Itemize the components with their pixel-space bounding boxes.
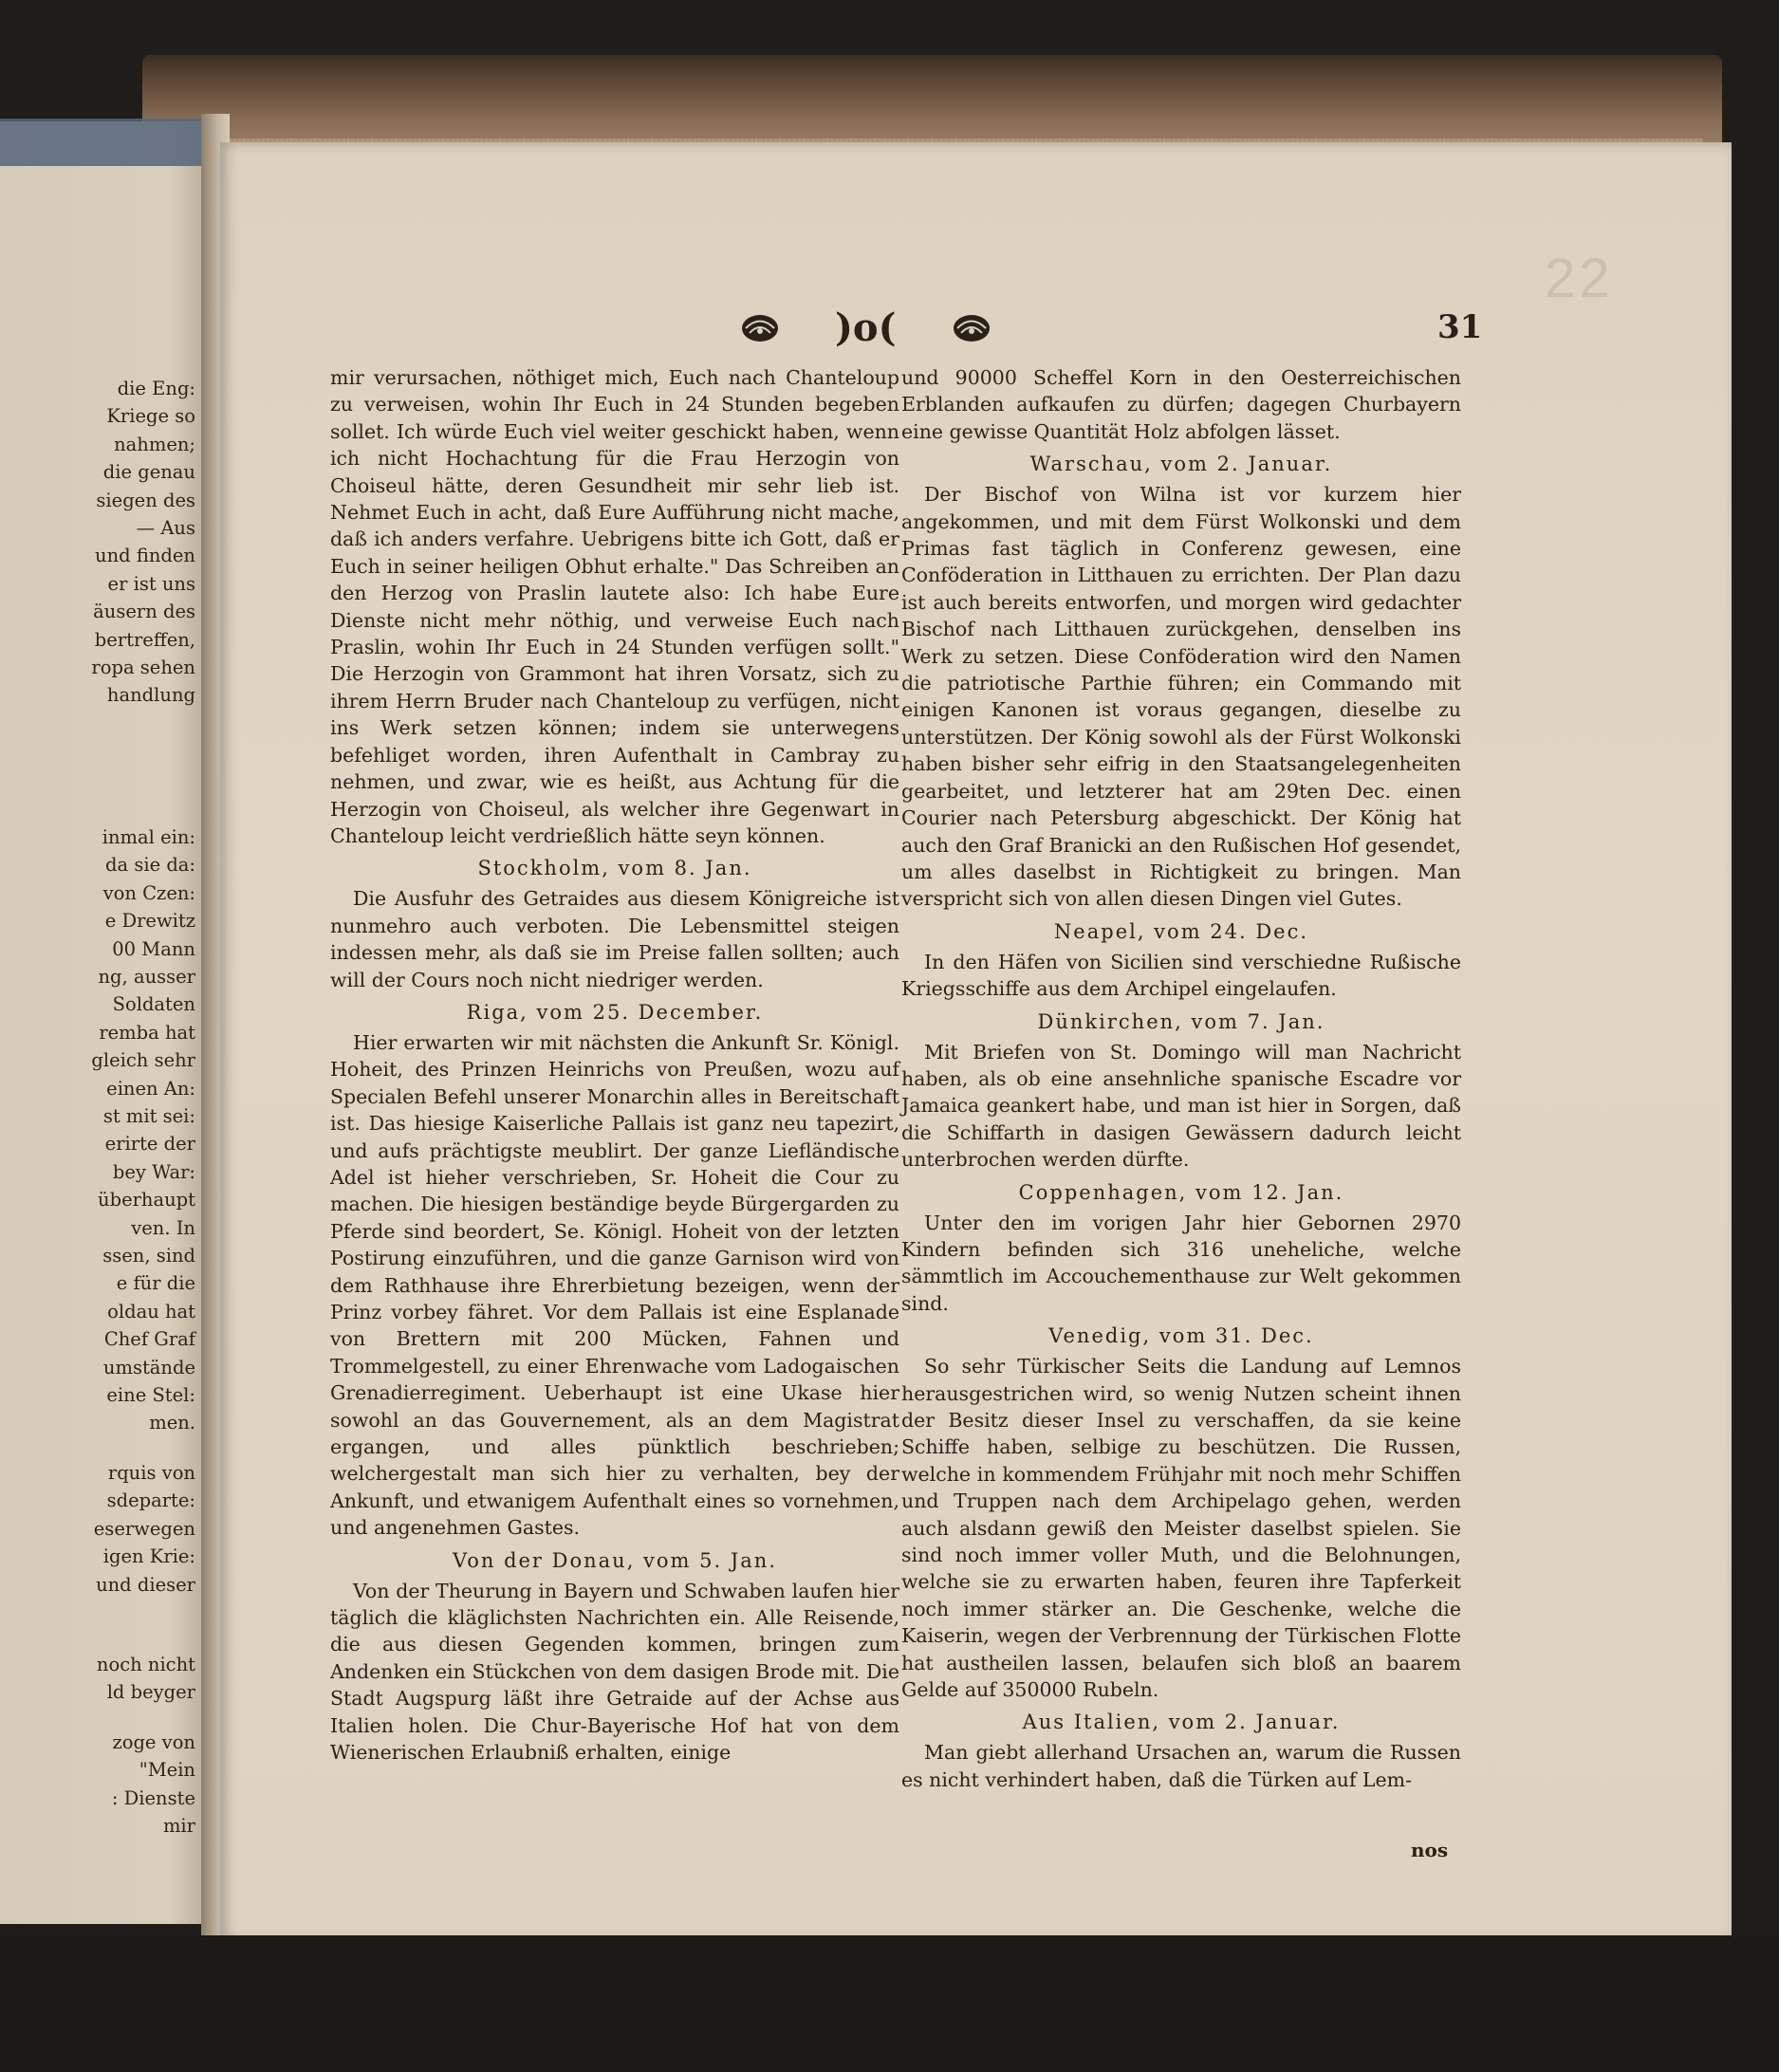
left-page-fragment: — Aus [136, 517, 195, 539]
left-page-fragment: "Mein [139, 1759, 195, 1782]
shell-ornament-icon [740, 312, 780, 344]
dateline-heading: Neapel, vom 24. Dec. [1053, 919, 1309, 943]
dateline-heading: Warschau, vom 2. Januar. [1029, 453, 1333, 476]
header-ornament [740, 305, 991, 350]
dateline-heading: Coppenhagen, vom 12. Jan. [1018, 1180, 1344, 1204]
left-cover-strip [0, 119, 218, 166]
left-page-fragment: von Czen: [102, 881, 195, 904]
left-page-fragment: erirte der [104, 1133, 195, 1156]
left-page-fragment: nahmen; [114, 433, 195, 455]
left-page-fragment: siegen des [96, 489, 195, 511]
left-page-fragment: bertreffen, [94, 628, 195, 651]
pencil-mark: 22 [1545, 248, 1614, 309]
shell-ornament-icon [952, 312, 991, 344]
left-page-fragment: die genau [102, 461, 195, 484]
left-page-fragment: umstände [102, 1356, 195, 1378]
left-page-fragment: inmal ein: [102, 826, 195, 848]
dateline-heading: Dünkirchen, vom 7. Jan. [1037, 1009, 1325, 1033]
left-page-fragment: : Dienste [111, 1786, 195, 1809]
article-paragraph: Hier erwarten wir mit nächsten die Ankunft Sr. Königl. Hoheit, des Prinzen Heinrichs von Preußen, wozu auf Specialen Befehl unserer Monarchin alles in Bereitschaft ist. Das hiesige Kaiserliche Pallais ist ganz neu tapezirt, und aufs prächtigste meublirt. Der ganze Liefländische Adel ist hieher verschrieben, Sr. Hoheit die Cour zu machen. Die hiesigen beständige beyde Bürgergarden zu Pferde sind beordert, Se. Königl. Hoheit von der letzten Postirung einzuführen, und die ganze Garnison wird von dem Rathhause ihre Ehrerbietung bezeigen, wenn der Prinz vorbey fähret. Vor dem Pallais ist eine Esplanade von Brettern mit 200 Mücken, Fahnen und Trommelgestell, zu einer Ehrenwache vom Ladogaischen Grenadierregiment. Ueberhaupt ist eine Ukase hier sowohl an das Gouvernement, als an dem Magistrat ergangen, und alles pünktlich beschrieben; welchergestalt man sich hier zu verhalten, bey der Ankunft, und etwanigem Aufenthalt eines so vornehmen, und angenehmen Gastes. [330, 1030, 899, 1540]
left-page-fragment: eserwegen [93, 1517, 195, 1540]
left-page-fragment: st mit sei: [102, 1105, 195, 1127]
left-page-fragment: 00 Mann [112, 937, 195, 960]
left-page-fragment: igen Krie: [102, 1545, 195, 1568]
left-page-fragment: oldau hat [107, 1300, 195, 1323]
article-paragraph: Unter den im vorigen Jahr hier Gebornen 2970 Kindern befinden sich 316 uneheliche, welche sämmtlich im Accouchementhause zur Welt gekommen sind. [901, 1211, 1461, 1315]
left-page-fragment: ven. In [131, 1216, 195, 1239]
left-page-fragment: zoge von [112, 1731, 195, 1753]
left-page-fragment: äusern des [93, 601, 195, 623]
dateline-heading: Stockholm, vom 8. Jan. [477, 857, 752, 880]
left-page-fragment: noch nicht [96, 1654, 195, 1675]
left-page-fragment: mir [162, 1815, 195, 1838]
left-page-fragment: Kriege so [106, 405, 195, 428]
left-page-fragment: men. [149, 1412, 195, 1434]
left-page-fragment: einen An: [106, 1077, 195, 1100]
left-page-fragment: remba hat [99, 1021, 195, 1044]
article-paragraph: mir verursachen, nöthiget mich, Euch nach Chanteloup zu verweisen, wohin Ihr Euch in 24 Stunden begeben sollet. Ich würde Euch viel weiter geschickt haben, wenn ich nicht Hochachtung für die Frau Herzogin von Choiseul hätte, deren Gesundheit mir sehr lieb ist. Nehmet Euch in acht, daß Eure Aufführung nicht mache, daß ich anders verfahre. Uebrigens bitte ich Gott, daß er Euch in seiner heiligen Obhut erhalte." Das Schreiben an den Herzog von Praslin lautete also: Ich habe Eure Dienste nicht mehr nöthig, und verweise Euch nach Praslin, wohin Ihr Euch in 24 Stunden verfügen sollt." Die Herzogin von Grammont hat ihren Vorsatz, sich zu ihrem Herrn Bruder nach Chanteloup zu verfügen, nicht ins Werk setzen können; indem sie unterwegens befehliget worden, ihren Aufenthalt in Cambray zu nehmen, und zwar, wie es heißt, aus Achtung für die Herzogin von Choiseul, als welcher ihre Gegenwart in Chanteloup leicht verdrießlich hätte seyn können. [330, 366, 899, 847]
left-page-fragment: handlung [106, 684, 195, 707]
left-page-fragment: und dieser [96, 1573, 195, 1596]
left-page-fragment: da sie da: [105, 854, 195, 877]
article-paragraph: In den Häfen von Sicilien sind verschiedne Rußische Kriegsschiffe aus dem Archipel eingelaufen. [901, 950, 1461, 1001]
scan-bottom-background [0, 1935, 1779, 2072]
right-column [901, 364, 1461, 1793]
left-page-fragment: und finden [95, 545, 195, 567]
article-paragraph: Mit Briefen von St. Domingo will man Nachricht haben, als ob eine ansehnliche spanische Escadre vor Jamaica geankert habe, und man ist hier in Sorgen, daß die Schiffarth in dasigen Gewässern dadurch leicht unterbrochen werden dürfte. [901, 1040, 1461, 1172]
article-paragraph: Von der Theurung in Bayern und Schwaben laufen hier täglich die kläglichsten Nachrichten ein. Alle Reisende, die aus diesen Gegenden kommen, bringen zum Andenken ein Stückchen von dem dasigen Brode mit. Die Stadt Augspurg läßt ihre Getraide auf der Achse aus Italien holen. Die Chur-Bayerische Hof hat von dem Wienerischen Erlaubniß erhalten, einige [330, 1579, 899, 1765]
left-page-fragment: gleich sehr [91, 1049, 195, 1072]
left-page-fragment: ld beyger [106, 1681, 195, 1704]
left-page-fragment: die Eng: [117, 378, 195, 399]
left-page-fragment: überhaupt [98, 1189, 195, 1212]
page-number: 31 [1437, 308, 1483, 346]
left-page-fragment: eine Stel: [106, 1384, 195, 1406]
article-paragraph: So sehr Türkischer Seits die Landung auf Lemnos herausgestrichen wird, so wenig Nutzen scheint ihnen der Besitz dieser Insel zu verschaffen, da sie keine Schiffe haben, selbige zu beschützen. Die Russen, welche in kommendem Frühjahr mit noch mehr Schiffen und Truppen nach dem Archipelago gehen, werden auch alsdann gewiß den Meister daselbst spielen. Sie sind noch immer voller Muth, und die Belohnungen, welche sie zu erwarten haben, feuren ihre Tapferkeit noch immer stärker an. Die Geschenke, welche die Kaiserin, wegen der Verbrennung der Türkischen Flotte hat austheilen lassen, belaufen sich bloß an baarem Gelde auf 350000 Rubeln. [901, 1355, 1461, 1702]
catchword: nos [1411, 1839, 1449, 1861]
left-page-fragment: Chef Graf [103, 1328, 195, 1351]
left-page-fragment: e Drewitz [104, 910, 195, 933]
header-ornament-center: )o( [835, 305, 897, 350]
left-page-fragment: bey War: [112, 1160, 195, 1183]
article-paragraph: und 90000 Scheffel Korn in den Oesterreichischen Erblanden aufkaufen zu dürfen; dagegen Churbayern eine gewisse Quantität Holz abfolgen lässet. [901, 366, 1461, 443]
left-page-fragment: rquis von [107, 1462, 195, 1484]
dateline-heading: Riga, vom 25. December. [466, 1000, 764, 1024]
left-page-fragment: Soldaten [112, 993, 195, 1016]
left-page-fragment: e für die [116, 1272, 195, 1295]
dateline-heading: Aus Italien, vom 2. Januar. [1022, 1711, 1341, 1734]
article-paragraph: Der Bischof von Wilna ist vor kurzem hier angekommen, und mit dem Fürst Wolkonski und dem Primas fast täglich in Conferenz gewesen, eine Conföderation in Litthauen zu errichten. Der Plan dazu ist auch bereits entworfen, und morgen wird gedachter Bischof nach Litthauen zurückgehen, denselben ins Werk zu setzen. Diese Conföderation wird den Namen die patriotische Parthie führen; ein Commando mit einigen Kanonen ist voraus gegangen, dieselbe zu unterstützen. Der König sowohl als der Fürst Wolkonski haben bisher sehr eifrig in den Staatsangelegenheiten gearbeitet, und letzterer hat am 29ten Dec. einen Courier nach Petersburg abgeschickt. Der König hat auch den Graf Branicki an den Rußischen Hof gesendet, um alles daselbst in Richtigkeit zu bringen. Man verspricht sich von allen diesen Dingen viel Gutes. [901, 483, 1461, 911]
dateline-heading: Venedig, vom 31. Dec. [1048, 1324, 1314, 1348]
dateline-heading: Von der Donau, vom 5. Jan. [452, 1548, 777, 1572]
article-paragraph: Die Ausfuhr des Getraides aus diesem Königreiche ist nunmehro auch verboten. Die Lebensmittel steigen indessen mehr, als daß sie im Preise fallen sollten; auch will der Cours noch nicht niedriger werden. [330, 887, 899, 991]
left-page-fragment: ssen, sind [102, 1245, 195, 1267]
left-page-fragment: er ist uns [107, 572, 195, 595]
left-column [330, 364, 899, 1767]
left-page-fragment: ng, ausser [98, 966, 195, 988]
article-paragraph: Man giebt allerhand Ursachen an, warum die Russen es nicht verhindert haben, daß die Türken auf Lem- [901, 1741, 1461, 1791]
left-page-fragment: sdeparte: [106, 1489, 195, 1512]
left-page-fragment: ropa sehen [91, 657, 195, 678]
